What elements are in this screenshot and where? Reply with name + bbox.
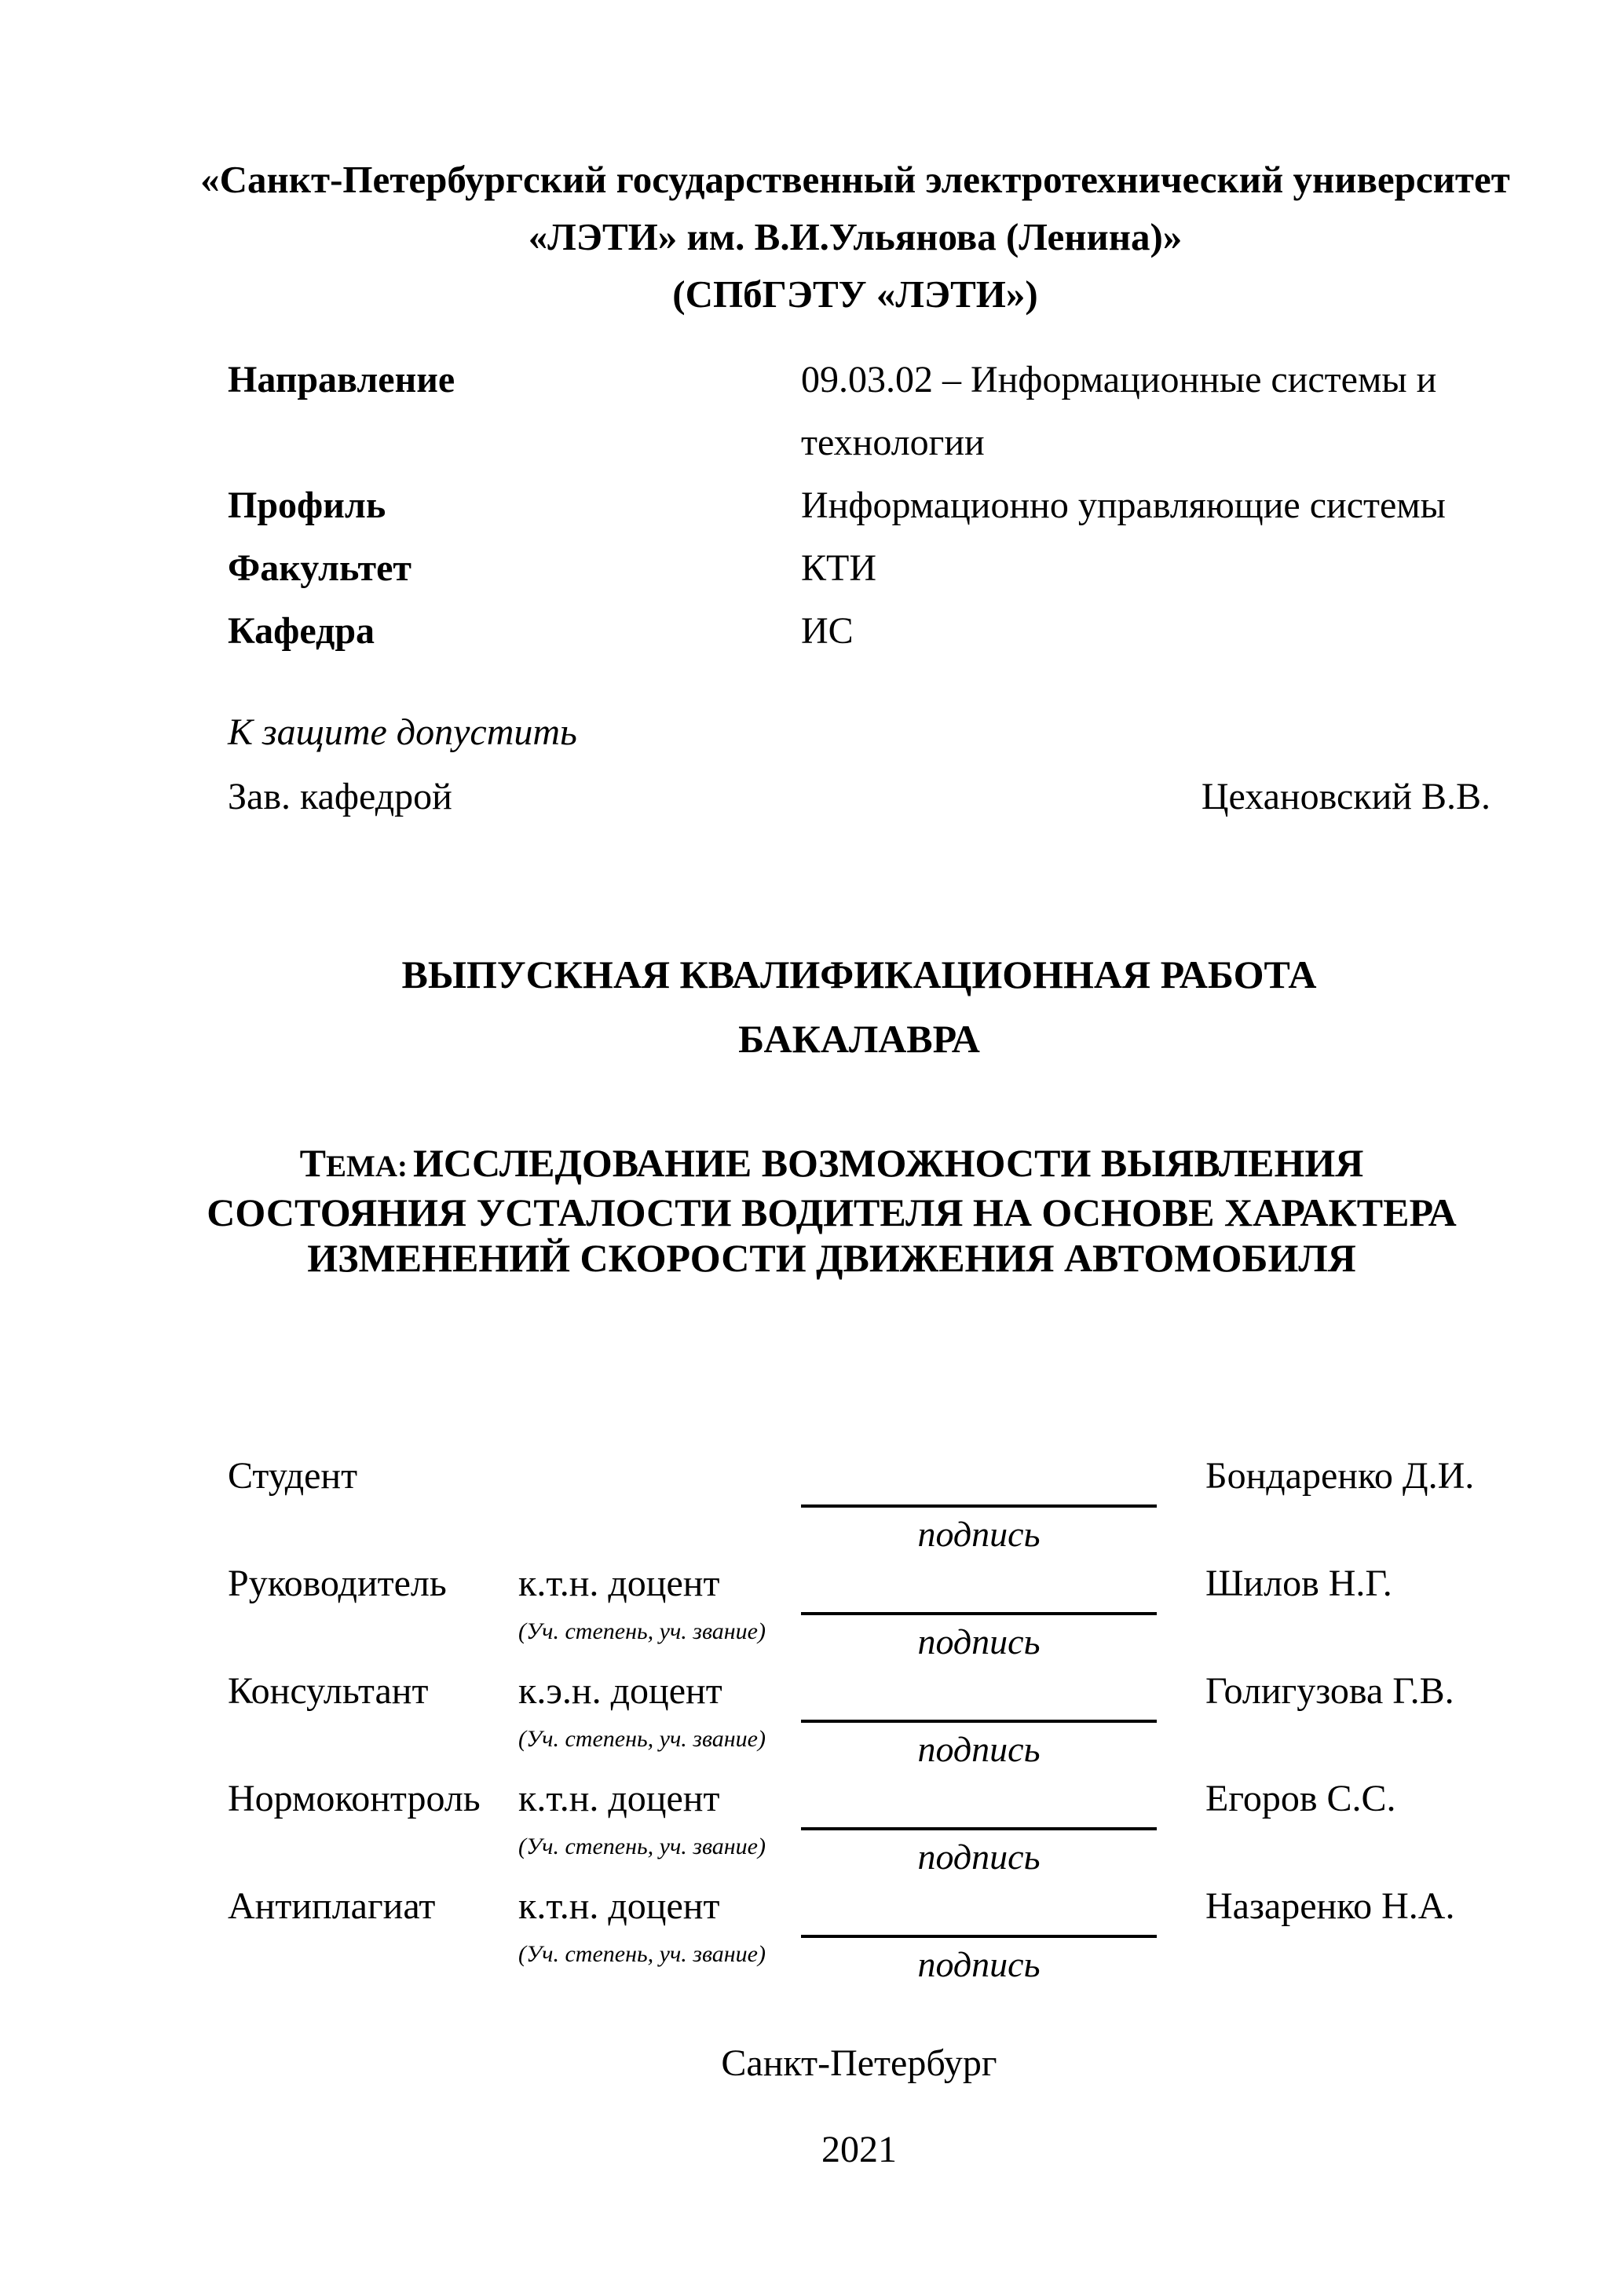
footer-city: Санкт-Петербург bbox=[721, 2042, 997, 2084]
admission-statement: К защите допустить bbox=[228, 711, 577, 753]
signature-name: Шилов Н.Г. bbox=[1205, 1563, 1392, 1604]
signature-line-cell bbox=[801, 1777, 1157, 1877]
signature-caption: подпись bbox=[917, 1944, 1041, 1984]
head-of-department-name: Цехановский В.В. bbox=[1201, 776, 1490, 817]
signature-line-cell bbox=[801, 1562, 1157, 1662]
faculty-value: КТИ bbox=[801, 547, 876, 589]
direction-value-line2: технологии bbox=[801, 422, 985, 463]
signature-degree-cell bbox=[518, 1669, 801, 1753]
signature-row-normcontrol bbox=[228, 1777, 1490, 1885]
theme-label-initial: Т bbox=[299, 1141, 326, 1185]
signature-degree-caption: (Уч. степень, уч. звание) bbox=[518, 1941, 766, 1967]
signature-role: Нормоконтроль bbox=[228, 1778, 481, 1819]
signature-line-cell bbox=[801, 1669, 1157, 1770]
signature-line bbox=[801, 1777, 1157, 1830]
admission-block bbox=[228, 700, 1490, 829]
signature-degree-caption: (Уч. степень, уч. звание) bbox=[518, 1726, 766, 1752]
signature-caption: подпись bbox=[917, 1621, 1041, 1662]
signature-row-supervisor bbox=[228, 1562, 1490, 1669]
signature-caption: подпись bbox=[917, 1514, 1041, 1554]
theme-label-rest: ЕМА: bbox=[326, 1150, 408, 1183]
work-type-line1: ВЫПУСКНАЯ КВАЛИФИКАЦИОННАЯ РАБОТА bbox=[401, 952, 1317, 996]
signature-line bbox=[801, 1669, 1157, 1723]
field-department bbox=[228, 600, 1490, 663]
thesis-theme bbox=[134, 1140, 1530, 1281]
signature-row-student bbox=[228, 1454, 1490, 1562]
signature-name: Егоров С.С. bbox=[1205, 1778, 1396, 1819]
university-abbreviation: (СПбГЭТУ «ЛЭТИ») bbox=[672, 272, 1038, 316]
theme-line1-text: ИССЛЕДОВАНИЕ ВОЗМОЖНОСТИ ВЫЯВЛЕНИЯ bbox=[413, 1141, 1364, 1185]
signature-degree: к.э.н. доцент bbox=[518, 1670, 722, 1712]
work-type-line2: БАКАЛАВРА bbox=[738, 1017, 980, 1061]
theme-line2: СОСТОЯНИЯ УСТАЛОСТИ ВОДИТЕЛЯ НА ОСНОВЕ ХАРАКТЕРА bbox=[207, 1190, 1457, 1234]
signature-caption: подпись bbox=[917, 1729, 1041, 1769]
footer-year: 2021 bbox=[821, 2129, 897, 2170]
profile-value: Информационно управляющие системы bbox=[801, 484, 1446, 526]
work-type-title bbox=[228, 942, 1490, 1071]
theme-line1 bbox=[134, 1140, 1530, 1190]
signature-line bbox=[801, 1454, 1157, 1508]
signature-row-antiplagiarism bbox=[228, 1885, 1490, 1992]
signature-name: Бондаренко Д.И. bbox=[1205, 1455, 1475, 1497]
university-name-line1: «Санкт-Петербургский государственный электротехнический университет bbox=[200, 158, 1510, 201]
signature-name: Голигузова Г.В. bbox=[1205, 1670, 1454, 1712]
signature-degree-caption: (Уч. степень, уч. звание) bbox=[518, 1618, 766, 1644]
signature-degree-cell bbox=[518, 1562, 801, 1645]
direction-value bbox=[801, 349, 1490, 474]
head-of-department-role: Зав. кафедрой bbox=[228, 776, 452, 817]
signatures-block bbox=[228, 1454, 1490, 1992]
signature-line bbox=[801, 1885, 1157, 1938]
signature-degree: к.т.н. доцент bbox=[518, 1885, 720, 1927]
signature-degree: к.т.н. доцент bbox=[518, 1778, 720, 1819]
profile-label: Профиль bbox=[228, 484, 386, 526]
signature-line bbox=[801, 1562, 1157, 1615]
signature-role: Студент bbox=[228, 1455, 358, 1497]
department-value: ИС bbox=[801, 610, 854, 652]
signature-role: Антиплагиат bbox=[228, 1885, 436, 1927]
signature-line-cell bbox=[801, 1885, 1157, 1985]
admission-head-row bbox=[228, 765, 1490, 829]
signature-degree-cell bbox=[518, 1885, 801, 1968]
field-profile bbox=[228, 474, 1490, 537]
signature-role: Консультант bbox=[228, 1670, 429, 1712]
department-label: Кафедра bbox=[228, 610, 375, 652]
signature-role: Руководитель bbox=[228, 1563, 447, 1604]
signature-line-cell bbox=[801, 1454, 1157, 1555]
field-direction bbox=[228, 349, 1490, 474]
faculty-label: Факультет bbox=[228, 547, 411, 589]
signature-degree-cell bbox=[518, 1777, 801, 1860]
program-fields bbox=[228, 349, 1490, 663]
signature-caption: подпись bbox=[917, 1837, 1041, 1877]
university-header bbox=[110, 151, 1600, 323]
field-faculty bbox=[228, 537, 1490, 600]
direction-value-line1: 09.03.02 – Информационные системы и bbox=[801, 359, 1437, 400]
signature-row-consultant bbox=[228, 1669, 1490, 1777]
direction-label: Направление bbox=[228, 359, 455, 400]
signature-degree: к.т.н. доцент bbox=[518, 1563, 720, 1604]
signature-name: Назаренко Н.А. bbox=[1205, 1885, 1455, 1927]
university-name-line2: «ЛЭТИ» им. В.И.Ульянова (Ленина)» bbox=[528, 215, 1183, 258]
signature-degree-caption: (Уч. степень, уч. звание) bbox=[518, 1834, 766, 1859]
theme-line3: ИЗМЕНЕНИЙ СКОРОСТИ ДВИЖЕНИЯ АВТОМОБИЛЯ bbox=[307, 1236, 1356, 1280]
